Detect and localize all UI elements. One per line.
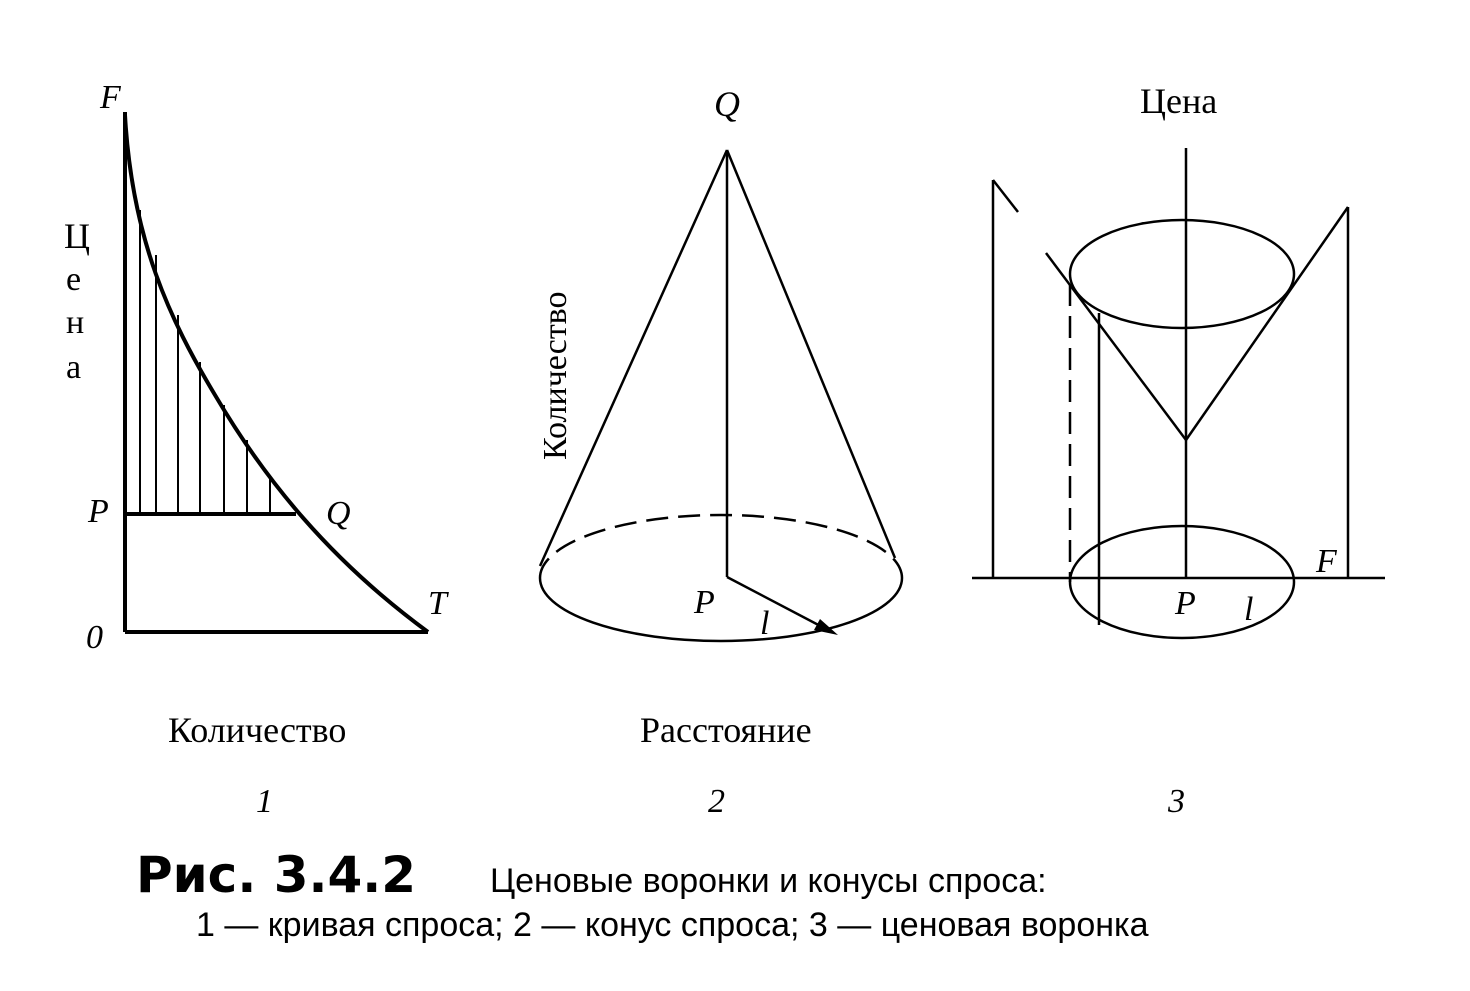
panel3-label-P: P: [1175, 585, 1196, 622]
panel2-label-Q: Q: [714, 84, 740, 124]
panel2-base-back-dashed: [540, 515, 902, 578]
panel3-label-F: F: [1316, 543, 1337, 580]
panel1-number: 1: [256, 783, 273, 820]
panel2-label-l: l: [760, 605, 770, 642]
panel1-label-T: T: [428, 585, 447, 622]
panel1-label-0: 0: [86, 619, 103, 656]
panel2-vertical-axis-title: Количество: [537, 291, 574, 460]
panel1-label-P: P: [88, 493, 109, 530]
panel2-number: 2: [708, 783, 725, 820]
panel1-label-F: F: [100, 79, 121, 116]
panel3-label-l: l: [1244, 591, 1254, 628]
caption-line-1: Ценовые воронки и конусы спроса:: [490, 862, 1047, 900]
panel2-base-front: [540, 578, 902, 641]
panel2-radius-line: [727, 577, 828, 630]
panel3-funnel-left: [1046, 253, 1186, 440]
panel-3-price-funnel: [972, 81, 1385, 820]
panel-2-demand-cone: [537, 84, 902, 820]
panel-1-demand-curve: [64, 79, 449, 820]
panel3-top-ellipse: [1070, 220, 1294, 328]
panel1-vertical-axis-letter-2: е: [66, 261, 82, 298]
figure-caption: [136, 846, 1149, 944]
panel1-hatching: [140, 210, 270, 514]
panel2-cone-right-side: [727, 150, 895, 558]
panel1-label-Q: Q: [326, 495, 351, 532]
panel1-demand-curve: [125, 115, 428, 632]
panel2-label-P: P: [694, 584, 715, 621]
panel1-vertical-axis-letter-1: Ц: [64, 216, 90, 256]
panel3-vertical-axis-title: Цена: [1140, 81, 1218, 121]
panel3-funnel-right: [1186, 207, 1348, 440]
panel1-vertical-axis-letter-4: а: [66, 349, 82, 386]
panel2-horizontal-axis-title: Расстояние: [640, 710, 812, 750]
panel1-horizontal-axis-title: Количество: [168, 710, 347, 750]
panel3-number: 3: [1168, 783, 1185, 820]
caption-line-2: 1 — кривая спроса; 2 — конус спроса; 3 — ценовая воронка: [196, 906, 1149, 944]
panel1-vertical-axis-letter-3: н: [66, 304, 85, 341]
panel3-left-wall-tick: [993, 180, 1018, 212]
caption-title: Рис. 3.4.2: [136, 846, 417, 904]
